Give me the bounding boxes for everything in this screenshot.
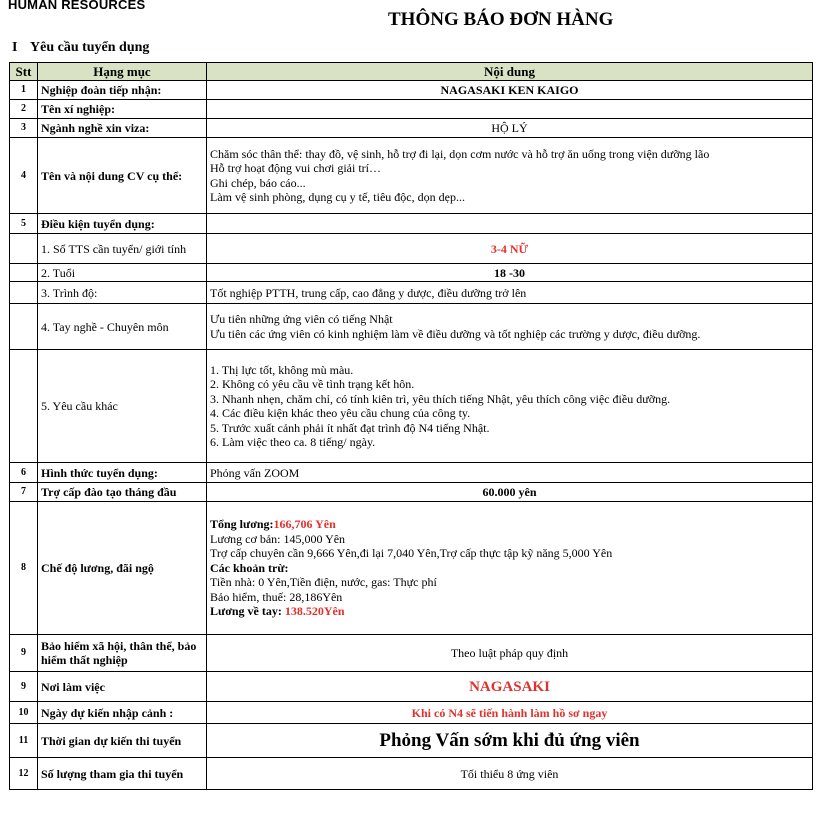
section-number: I (12, 40, 18, 55)
row-value: Phỏng vấn ZOOM (207, 463, 813, 483)
base-salary: Lương cơ bản: 145,000 Yên (210, 531, 346, 546)
row-value: Tối thiểu 8 ứng viên (207, 758, 813, 790)
net-salary (210, 604, 809, 619)
row-stt (10, 350, 38, 463)
table-row (10, 724, 813, 758)
row-stt: 2 (10, 100, 38, 119)
header-stt: Stt (10, 63, 38, 81)
row-value (207, 138, 813, 214)
row-stt (10, 282, 38, 304)
row-stt: 7 (10, 483, 38, 502)
row-stt: 4 (10, 138, 38, 214)
housing-utilities: Tiền nhà: 0 Yên,Tiền điện, nước, gas: Thực phí (210, 575, 437, 590)
skill-line: Ưu tiên những ứng viên có tiếng Nhật (210, 312, 393, 326)
row-stt: 1 (10, 81, 38, 100)
requirement-line: 6. Làm việc theo ca. 8 tiếng/ ngày. (210, 435, 376, 449)
requirements-table (9, 62, 813, 790)
requirement-line: 3. Nhanh nhẹn, chăm chỉ, có tính kiên trì, yêu thích tiếng Nhật, yêu thích công việc điều dưỡng. (210, 391, 671, 406)
condition-label: 1. Số TTS cần tuyển/ giới tính (38, 234, 207, 264)
row-category: Nơi làm việc (38, 672, 207, 702)
skill-line: Ưu tiên các ứng viên có kinh nghiệm làm về điều dưỡng và tốt nghiệp các trường y dược, điều dưỡng. (210, 326, 701, 341)
row-stt: 11 (10, 724, 38, 758)
job-line: Ghi chép, báo cáo... (210, 175, 306, 190)
row-stt (10, 234, 38, 264)
row-value (207, 214, 813, 234)
row-value: Theo luật pháp quy định (207, 635, 813, 672)
row-category: Số lượng tham gia thi tuyển (38, 758, 207, 790)
net-salary-value: 138.520Yên (284, 604, 345, 619)
net-salary-label: Lương về tay: (210, 604, 285, 619)
row-stt: 6 (10, 463, 38, 483)
row-category: Hình thức tuyển dụng: (38, 463, 207, 483)
row-category: Điều kiện tuyển dụng: (38, 214, 207, 234)
row-stt (10, 264, 38, 282)
row-category: Chế độ lương, đãi ngộ (38, 502, 207, 635)
condition-value: 18 -30 (207, 264, 813, 282)
table-row (10, 100, 813, 119)
row-value: HỘ LÝ (207, 119, 813, 138)
table-row (10, 463, 813, 483)
condition-value (207, 350, 813, 463)
job-line: Chăm sóc thân thể: thay đồ, vệ sinh, hỗ trợ đi lại, dọn cơm nước và hỗ trợ ăn uống trong viện dưỡng lão (210, 146, 710, 161)
table-row (10, 672, 813, 702)
header-category: Hạng mục (38, 63, 207, 81)
table-row (10, 214, 813, 234)
condition-label: 2. Tuổi (38, 264, 207, 282)
table-row (10, 758, 813, 790)
table-row (10, 138, 813, 214)
row-category: Thời gian dự kiến thi tuyển (38, 724, 207, 758)
row-stt: 5 (10, 214, 38, 234)
row-value: Khi có N4 sẽ tiến hành làm hồ sơ ngay (207, 702, 813, 724)
total-salary-value: 166,706 Yên (273, 517, 336, 532)
table-row (10, 304, 813, 350)
section-title: Yêu cầu tuyển dụng (30, 40, 150, 55)
total-salary-label: Tổng lương: (210, 517, 274, 532)
row-value: NAGASAKI KEN KAIGO (207, 81, 813, 100)
page-title: THÔNG BÁO ĐƠN HÀNG (388, 9, 614, 30)
row-value (207, 502, 813, 635)
row-stt: 3 (10, 119, 38, 138)
row-stt: 9 (10, 672, 38, 702)
row-stt: 10 (10, 702, 38, 724)
row-stt: 12 (10, 758, 38, 790)
condition-label: 4. Tay nghề - Chuyên môn (38, 304, 207, 350)
row-stt: 9 (10, 635, 38, 672)
row-category: Trợ cấp đào tạo tháng đầu (38, 483, 207, 502)
table-row (10, 635, 813, 672)
row-category: Bảo hiểm xã hội, thân thể, bảo hiểm thất nghiệp (38, 635, 207, 672)
condition-label: 5. Yêu cầu khác (38, 350, 207, 463)
row-stt (10, 304, 38, 350)
condition-label: 3. Trình độ: (38, 282, 207, 304)
requirement-line: 1. Thị lực tốt, không mù màu. (210, 362, 354, 377)
row-category: Nghiệp đoàn tiếp nhận: (38, 81, 207, 100)
row-value: 60.000 yên (207, 483, 813, 502)
table-row (10, 350, 813, 463)
requirement-line: 2. Không có yêu cầu về tình trạng kết hôn. (210, 377, 415, 391)
condition-value: Tốt nghiệp PTTH, trung cấp, cao đẳng y dược, điều dưỡng trở lên (207, 282, 813, 304)
allowances: Trợ cấp chuyên cần 9,666 Yên,đi lại 7,040 Yên,Trợ cấp thực tập kỹ năng 5,000 Yên (210, 546, 613, 561)
table-row (10, 264, 813, 282)
condition-value: 3-4 NỮ (207, 234, 813, 264)
table-row (10, 483, 813, 502)
row-value: Phỏng Vấn sớm khi đủ ứng viên (207, 724, 813, 758)
table-header-row (10, 63, 813, 81)
table-row (10, 119, 813, 138)
table-row (10, 282, 813, 304)
requirement-line: 4. Các điều kiện khác theo yêu cầu chung của công ty. (210, 406, 471, 420)
requirement-line: 5. Trước xuất cảnh phải ít nhất đạt trình độ N4 tiếng Nhật. (210, 420, 490, 435)
job-line: Làm vệ sinh phòng, dụng cụ y tế, tiêu độc, dọn dẹp... (210, 190, 465, 204)
insurance-tax: Bảo hiểm, thuế: 28,186Yên (210, 589, 343, 604)
row-category: Ngành nghề xin viza: (38, 119, 207, 138)
row-stt: 8 (10, 502, 38, 635)
header-content: Nội dung (207, 63, 813, 81)
row-value: NAGASAKI (207, 672, 813, 702)
brand-logo-text: HUMAN RESOURCES (8, 0, 146, 12)
table-row (10, 702, 813, 724)
total-salary (210, 517, 809, 532)
condition-value (207, 304, 813, 350)
section-heading (12, 40, 149, 56)
row-category: Tên và nội dung CV cụ thể: (38, 138, 207, 214)
deductions-label: Các khoản trừ: (210, 560, 289, 575)
table-row (10, 234, 813, 264)
row-category: Ngày dự kiến nhập cảnh : (38, 702, 207, 724)
job-line: Hỗ trợ hoạt động vui chơi giải trí… (210, 161, 381, 175)
table-row (10, 502, 813, 635)
table-row (10, 81, 813, 100)
row-category: Tên xí nghiệp: (38, 100, 207, 119)
row-value (207, 100, 813, 119)
